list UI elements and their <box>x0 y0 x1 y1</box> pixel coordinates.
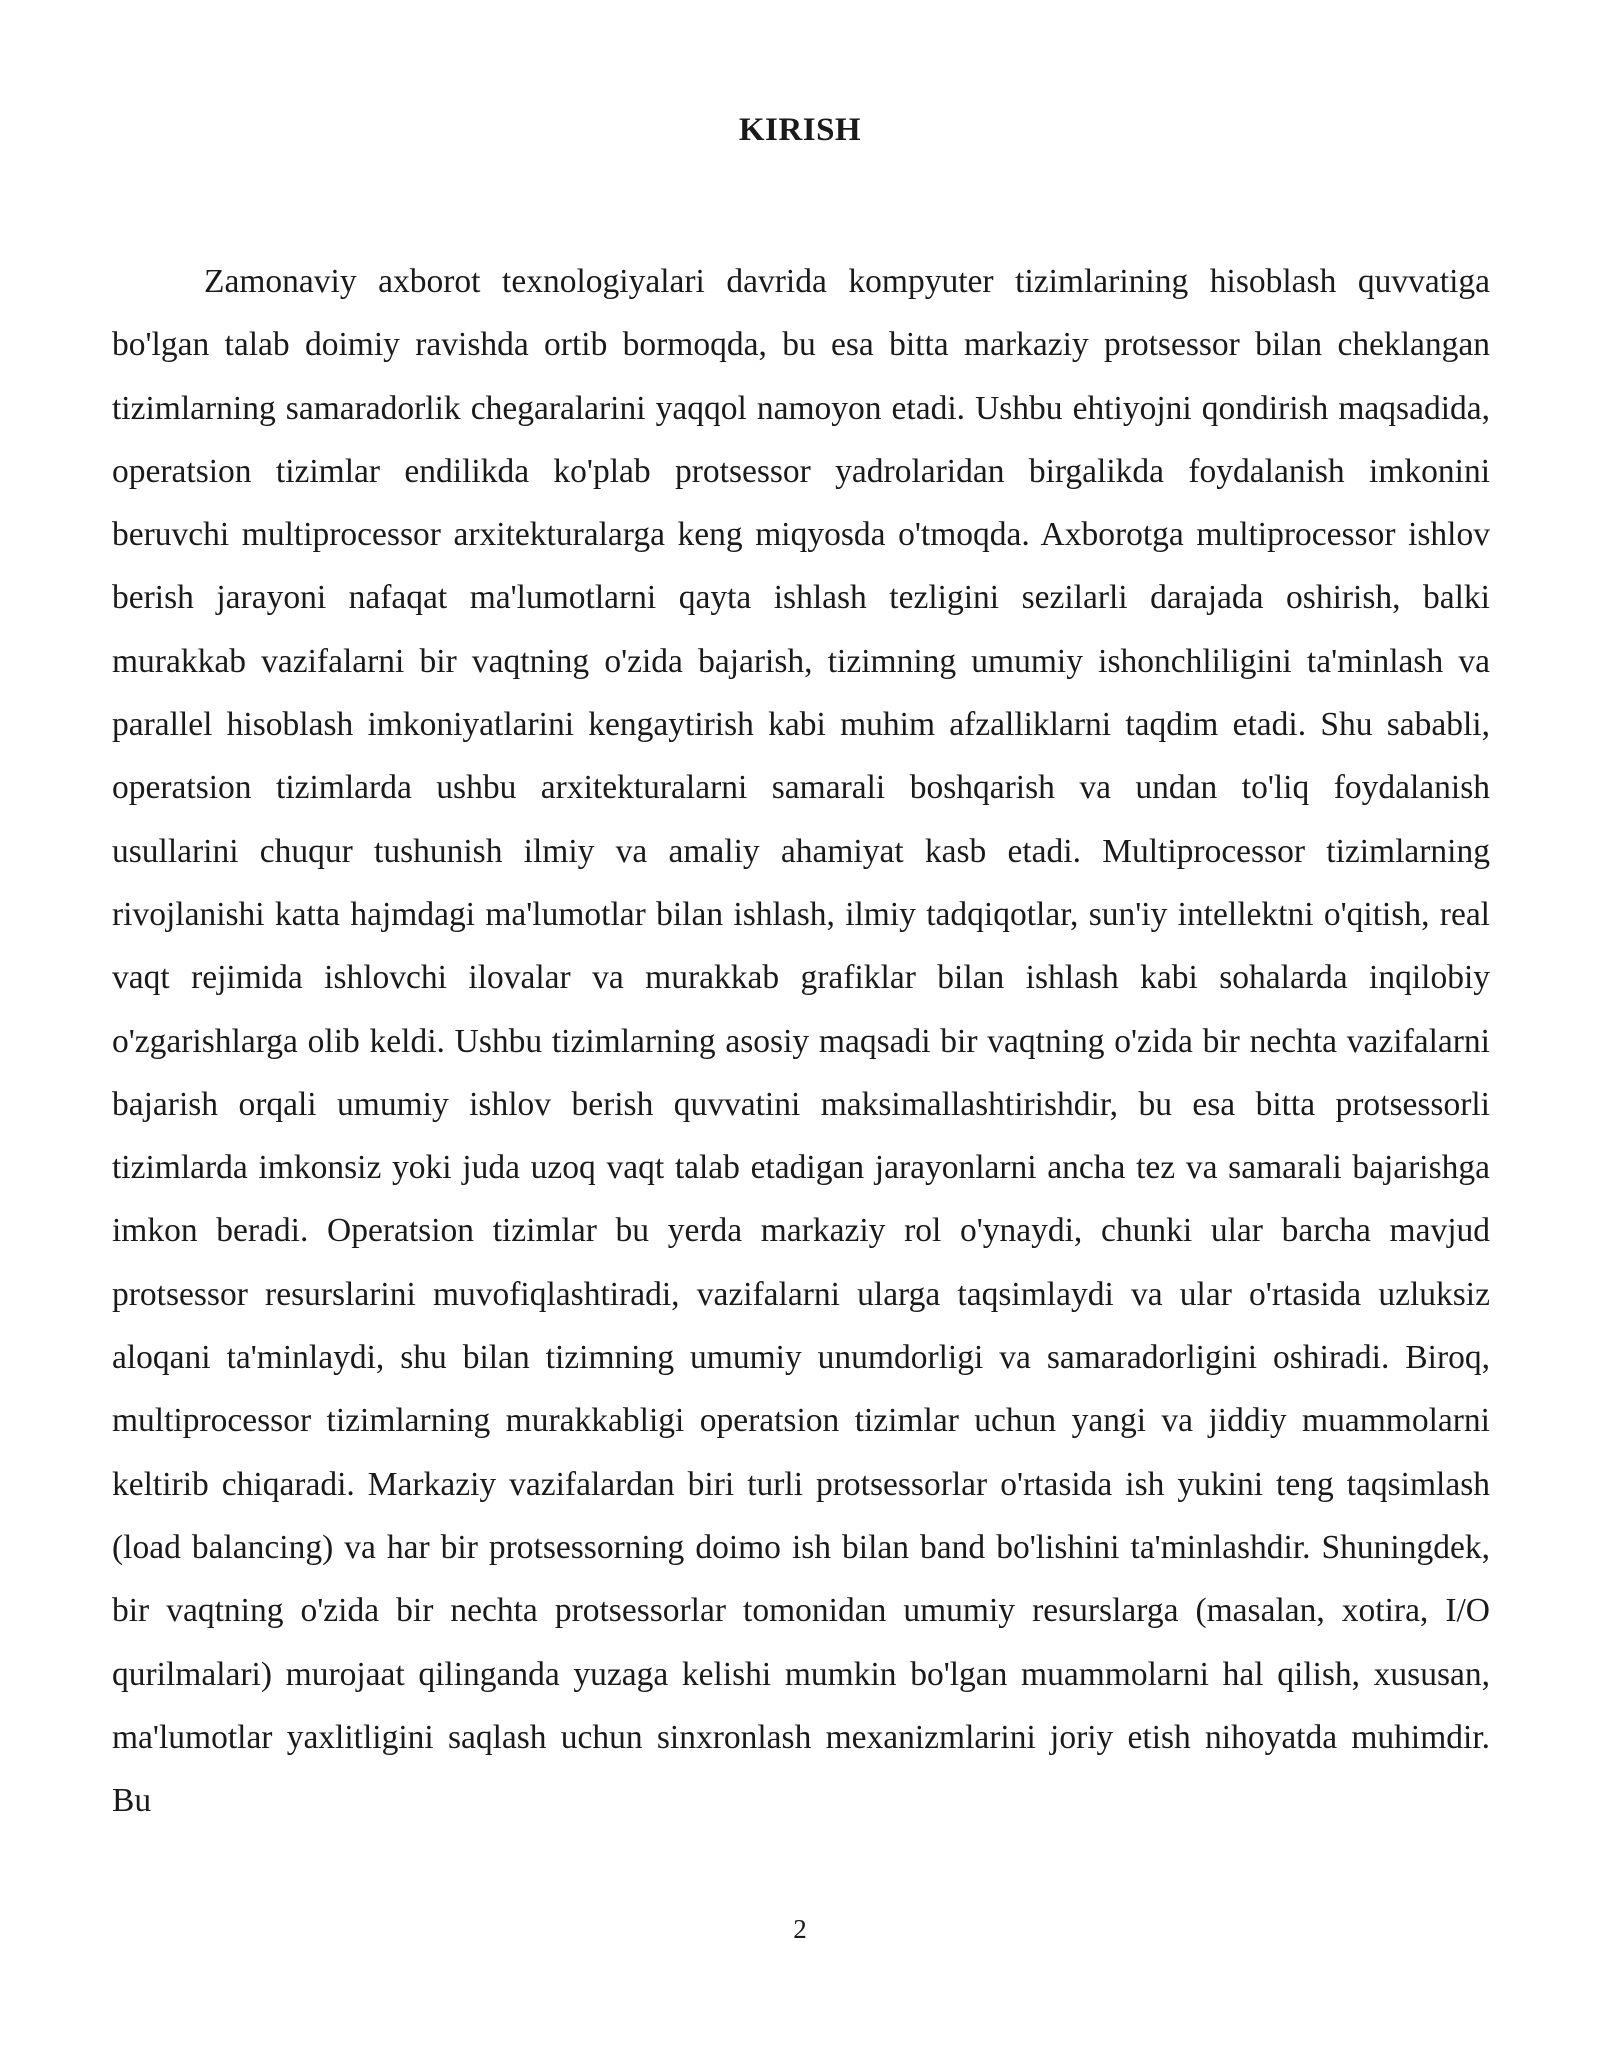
body-paragraph: Zamonaviy axborot texnologiyalari davrida kompyuter tizimlarining hisoblash quvvatiga bo'lgan talab doimiy ravishda ortib bormoqda, bu esa bitta markaziy protsessor bilan cheklangan tizimlarning samaradorlik chegaralarini yaqqol namoyon etadi. Ushbu ehtiyojni qondirish maqsadida, operatsion tizimlar endilikda ko'plab protsessor yadrolaridan birgalikda foydalanish imkonini beruvchi multiprocessor arxitekturalarga keng miqyosda o'tmoqda. Axborotga multiprocessor ishlov berish jarayoni nafaqat ma'lumotlarni qayta ishlash tezligini sezilarli darajada oshirish, balki murakkab vazifalarni bir vaqtning o'zida bajarish, tizimning umumiy ishonchliligini ta'minlash va parallel hisoblash imkoniyatlarini kengaytirish kabi muhim afzalliklarni taqdim etadi. Shu sababli, operatsion tizimlarda ushbu arxitekturalarni samarali boshqarish va undan to'liq foydalanish usullarini chuqur tushunish ilmiy va amaliy ahamiyat kasb etadi. Multiprocessor tizimlarning rivojlanishi katta hajmdagi ma'lumotlar bilan ishlash, ilmiy tadqiqotlar, sun'iy intellektni o'qitish, real vaqt rejimida ishlovchi ilovalar va murakkab grafiklar bilan ishlash kabi sohalarda inqilobiy o'zgarishlarga olib keldi. Ushbu tizimlarning asosiy maqsadi bir vaqtning o'zida bir nechta vazifalarni bajarish orqali umumiy ishlov berish quvvatini maksimallashtirishdir, bu esa bitta protsessorli tizimlarda imkonsiz yoki juda uzoq vaqt talab etadigan jarayonlarni ancha tez va samarali bajarishga imkon beradi. Operatsion tizimlar bu yerda markaziy rol o'ynaydi, chunki ular barcha mavjud protsessor resurslarini muvofiqlashtiradi, vazifalarni ularga taqsimlaydi va ular o'rtasida uzluksiz aloqani ta'minlaydi, shu bilan tizimning umumiy unumdorligi va samaradorligini oshiradi. Biroq, multiprocessor tizimlarning murakkabligi operatsion tizimlar uchun yangi va jiddiy muammolarni keltirib chiqaradi. Markaziy vazifalardan biri turli protsessorlar o'rtasida ish yukini teng taqsimlash (load balancing) va har bir protsessorning doimo ish bilan band bo'lishini ta'minlashdir. Shuningdek, bir vaqtning o'zida bir nechta protsessorlar tomonidan umumiy resurslarga (masalan, xotira, I/O qurilmalari) murojaat qilinganda yuzaga kelishi mumkin bo'lgan muammolarni hal qilish, xususan, ma'lumotlar yaxlitligini saqlash uchun sinxronlash mexanizmlarini joriy etish nihoyatda muhimdir. Bu <box>112 263 1490 1820</box>
page-number: 2 <box>793 1914 807 1944</box>
page-title: KIRISH <box>738 112 862 148</box>
